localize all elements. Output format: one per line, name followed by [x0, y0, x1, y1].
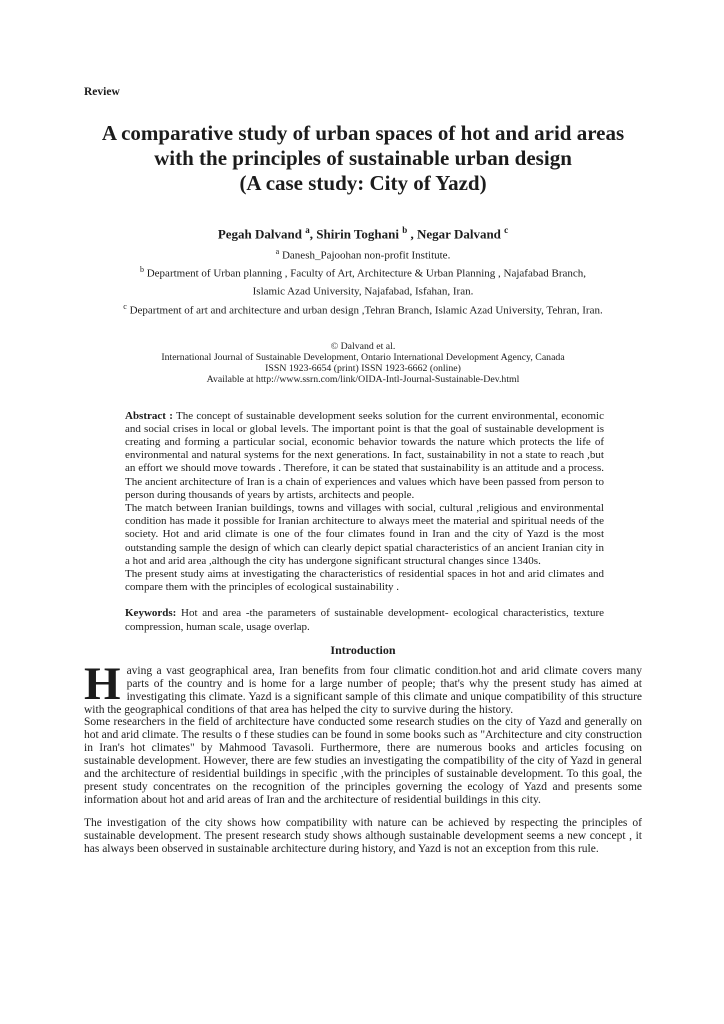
title-line-3: (A case study: City of Yazd)	[239, 171, 487, 195]
affiliation-line	[84, 281, 642, 299]
authors-line	[84, 225, 642, 242]
abstract-paragraph-2: The match between Iranian buildings, towns and villages with social, cultural ,religious and environmental condition has made it possible for Iranian architecture to always meet the material and spiritual needs of the society. Hot and arid climate is one of the four climates found in Iran and the city of Yazd is the most outstanding sample the design of which can clearly depict spatial characteristics of an ancient Iranian city in a hot and arid area ,although the city has undergone significant structural changes since 1340s.	[125, 502, 604, 567]
affiliation-marker: a	[275, 247, 280, 257]
intro-text-1: aving a vast geographical area, Iran benefits from four climatic condition.hot and arid climate covers many parts of the country and is home for a large number of people; that's why the present study has aimed at investigating this climate. Yazd is a significant sample of this climate and unique compatibility of this structure with the geographical conditions of that area has helped the city to survive during the history.	[84, 664, 642, 716]
abstract-text: The concept of sustainable development seeks solution for the current environmental, economic and social crises in local or global levels. The important point is that the goal of sustainable development is creating and forming a particular social, economic behavior towards the nature which protects the life of environmental and natural systems for the next generations. In fact, sustainability in not a state to reach ,but an effort we should move towards . Therefore, it can be stated that sustainability is an attitude and a process. The ancient architecture of Iran is a chain of experiences and values which have been passed from person to person during thousands of years by artists, architects and people.	[125, 409, 604, 501]
author-affiliation-marker: a	[305, 225, 310, 235]
affiliation-marker: b	[139, 265, 144, 275]
author-name: Negar Dalvand	[417, 226, 505, 242]
affiliations-block	[84, 245, 642, 317]
affiliation-marker: c	[123, 301, 127, 311]
keywords-text: Hot and area -the parameters of sustainable development- ecological characteristics, texture compression, human scale, usage overlap.	[125, 607, 604, 633]
author-separator: ,	[309, 226, 317, 242]
copyright-line: © Dalvand et al.	[330, 340, 396, 352]
intro-paragraph-1	[84, 657, 642, 717]
drop-cap: H	[84, 657, 121, 710]
intro-paragraph-2: Some researchers in the field of architecture have conducted some research studies on the city of Yazd and generally on hot and arid climate. The results o f these studies can be found in some books such as "Architecture and city construction in Iran's hot climates" by Mahmood Tavasoli. Furthermore, there are numerous books and articles focusing on sustainable development. However, there are few studies an investigating the compatibility of the city of Yazd in general and the architecture of residential buildings in specific ,with the principles of sustainable development. To this goal, the present study concentrates on the recognition of the principles governing the ecology of Yazd and presents some information about hot and arid areas of Iran and the architecture of residential buildings in this city.	[84, 716, 642, 806]
availability-line: Available at http://www.ssrn.com/link/OIDA-Intl-Journal-Sustainable-Dev.html	[206, 373, 520, 385]
title-line-1: A comparative study of urban spaces of hot and arid areas	[101, 121, 625, 145]
publisher-block	[84, 341, 642, 385]
affiliation-line	[84, 245, 642, 263]
issn-line: ISSN 1923-6654 (print) ISSN 1923-6662 (online)	[265, 362, 461, 374]
abstract-paragraph-1	[125, 410, 604, 502]
affiliation-text: Department of art and architecture and urban design ,Tehran Branch, Islamic Azad University, Tehran, Iran.	[126, 304, 603, 317]
affiliation-text: Islamic Azad University, Najafabad, Isfahan, Iran.	[252, 286, 474, 299]
affiliation-text: Danesh_Pajoohan non-profit Institute.	[279, 249, 451, 262]
introduction-heading: Introduction	[330, 642, 396, 657]
keywords-line	[125, 607, 604, 633]
author-name: Pegah Dalvand	[217, 226, 306, 242]
author-affiliation-marker: b	[402, 225, 408, 235]
author-affiliation-marker: c	[504, 225, 509, 235]
title-line-2: with the principles of sustainable urban design	[154, 146, 572, 170]
affiliation-line	[84, 263, 642, 281]
affiliation-line	[84, 300, 642, 318]
paper-title	[84, 121, 642, 196]
intro-paragraph-3: The investigation of the city shows how compatibility with nature can be achieved by respecting the principles of sustainable development. The present research study shows although sustainable development seems a new concept , it has always been observed in sustainable architecture during history, and Yazd is not an exception from this rule.	[84, 816, 642, 855]
author-name: Shirin Toghani	[316, 226, 403, 242]
abstract-section	[125, 410, 604, 634]
abstract-paragraph-3: The present study aims at investigating the characteristics of residential spaces in hot and arid climates and compare them with the principles of ecological sustainability .	[125, 568, 604, 594]
keywords-label: Keywords:	[125, 607, 177, 620]
journal-line: International Journal of Sustainable Development, Ontario International Development Agency, Canada	[161, 351, 565, 363]
abstract-label: Abstract :	[125, 409, 173, 422]
article-type-label: Review	[84, 86, 120, 98]
affiliation-text: Department of Urban planning , Faculty of Art, Architecture & Urban Planning , Najafabad Branch,	[143, 268, 586, 281]
author-separator: ,	[407, 226, 417, 242]
introduction-body	[84, 657, 642, 856]
